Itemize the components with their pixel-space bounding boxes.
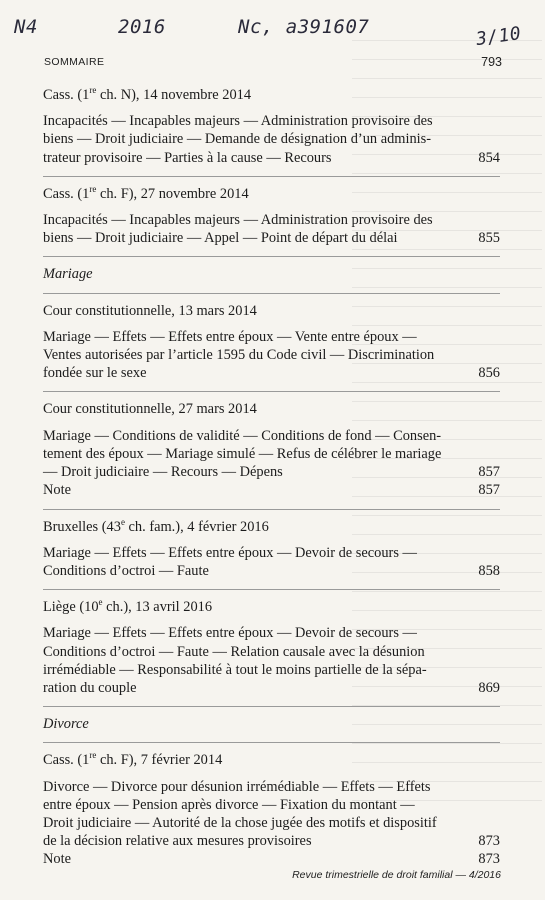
journal-footer: Revue trimestrielle de droit familial — 4/2016 — [292, 869, 501, 881]
entry-summary: Mariage — Conditions de validité — Conditions de fond — Consen- tement des époux — Mariage simulé — Refus de célébrer le mariage — Droit judiciaire — Recours — Dépens — [43, 427, 442, 481]
entry-summary: Incapacités — Incapables majeurs — Administration provisoire des biens — Droit judiciaire — Appel — Point de départ du délai — [43, 212, 433, 247]
divider — [43, 742, 500, 743]
entry-summary: Mariage — Effets — Effets entre époux — Vente entre époux — Ventes autorisées par l’article 1595 du Code civil — Discrimination fondée sur le sexe — [43, 328, 435, 382]
court-heading: Cass. (1re ch. N), 14 novembre 2014 — [43, 85, 252, 103]
entry-cass-27-nov-2014 — [43, 185, 500, 248]
entry-page-ref: 857 — [478, 464, 500, 481]
divider — [43, 293, 500, 294]
handwritten-year: 2016 — [118, 16, 166, 38]
section-title-mariage: Mariage — [43, 266, 93, 283]
page-number: 793 — [481, 55, 502, 69]
entry-summary: Divorce — Divorce pour désunion irrémédiable — Effets — Effets entre époux — Pension après divorce — Fixation du montant — Droit judiciaire — Autorité de la chose jugée des motifs et dispositif de la décision relative aux mesures provisoires — [43, 778, 437, 850]
handwritten-fraction: 3/10 — [474, 22, 523, 51]
entry-summary: Mariage — Effets — Effets entre époux — Devoir de secours — Conditions d’octroi — Faute — [43, 544, 417, 579]
entry-cass-7-fev-2014 — [43, 751, 500, 868]
court-heading: Cour constitutionnelle, 13 mars 2014 — [43, 302, 257, 319]
note-label: Note — [43, 851, 71, 868]
entry-bruxelles-4-fev-2016 — [43, 518, 500, 581]
handwritten-reference: Nc, a391607 — [238, 16, 370, 38]
court-heading: Liège (10e ch.), 13 avril 2016 — [43, 597, 213, 616]
running-head: SOMMAIRE — [44, 56, 105, 68]
entry-page-ref: 854 — [478, 149, 500, 166]
handwritten-mark-n4: N4 — [14, 16, 38, 38]
entry-page-ref: 869 — [478, 679, 500, 696]
divider — [43, 706, 500, 707]
note-line — [43, 481, 500, 499]
entry-summary: Incapacités — Incapables majeurs — Administration provisoire des biens — Droit judiciaire — Demande de désignation d’un adminis- trateur provisoire — Parties à la cause — Recours — [43, 113, 433, 166]
summary-content — [43, 86, 500, 869]
entry-cass-14-nov-2014 — [43, 86, 500, 167]
divider — [43, 256, 500, 257]
court-heading: Cass. (1re ch. F), 7 février 2014 — [43, 750, 223, 769]
entry-liege-13-avr-2016 — [43, 598, 500, 697]
court-heading: Cour constitutionnelle, 27 mars 2014 — [43, 401, 257, 418]
court-heading: Bruxelles (43e ch. fam.), 4 février 2016 — [43, 516, 269, 535]
note-page-ref: 873 — [478, 851, 500, 868]
entry-page-ref: 858 — [478, 562, 500, 579]
section-title-divorce: Divorce — [43, 716, 89, 733]
note-page-ref: 857 — [478, 482, 500, 499]
entry-cc-13-mars-2014 — [43, 302, 500, 383]
entry-page-ref: 856 — [478, 365, 500, 382]
divider — [43, 176, 500, 177]
entry-cc-27-mars-2014 — [43, 400, 500, 499]
entry-page-ref: 873 — [478, 833, 500, 850]
note-line — [43, 850, 500, 868]
note-label: Note — [43, 482, 71, 499]
divider — [43, 391, 500, 392]
entry-summary: Mariage — Effets — Effets entre époux — Devoir de secours — Conditions d’octroi — Faute — Relation causale avec la désunion irrémédiable — Responsabilité à tout le moins partielle de la sépa- ration du couple — [43, 625, 427, 696]
entry-page-ref: 855 — [478, 230, 500, 247]
court-heading: Cass. (1re ch. F), 27 novembre 2014 — [43, 184, 249, 202]
divider — [43, 509, 500, 510]
divider — [43, 589, 500, 590]
